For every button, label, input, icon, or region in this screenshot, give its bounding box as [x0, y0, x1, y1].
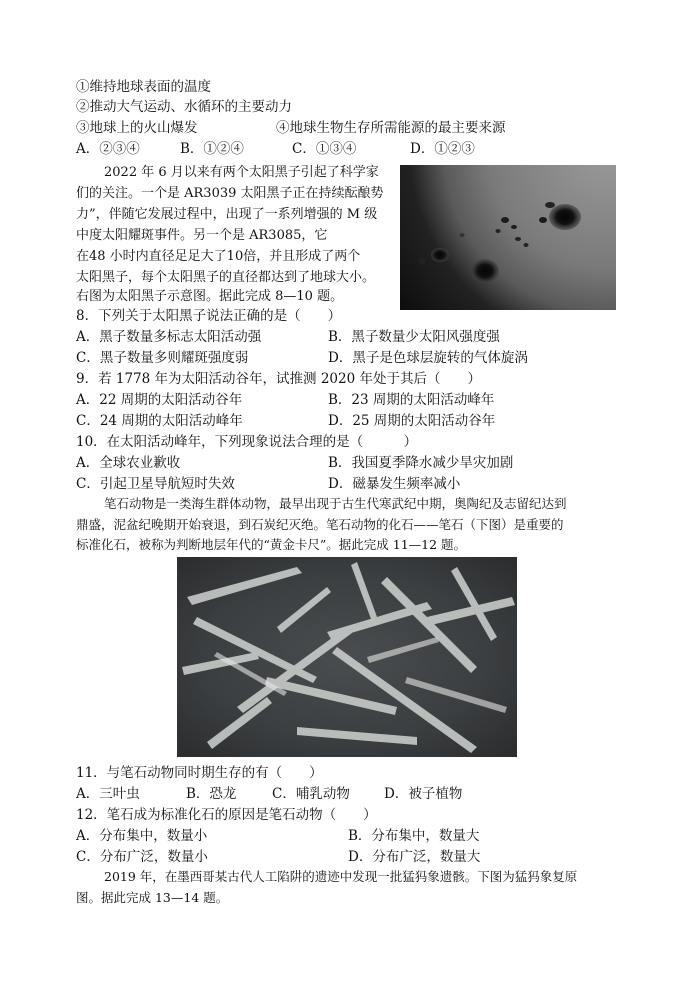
q10-stem: 10．在太阳活动峰年，下列现象说法合理的是（ ）	[76, 434, 418, 450]
passage1-line: 右图为太阳黑子示意图。据此完成 8—10 题。	[76, 289, 344, 304]
q10-option-a: A．全球农业歉收	[76, 455, 181, 471]
q9-option-d: D．25 周期的太阳活动谷年	[328, 413, 496, 429]
q11-option-b: B．恐龙	[186, 786, 237, 802]
q7-option-c: C．①③④	[292, 141, 357, 157]
q11-option-c: C．哺乳动物	[272, 786, 350, 802]
passage2-line: 标准化石，被称为判断地层年代的“黄金卡尺”。据此完成 11—12 题。	[76, 537, 467, 552]
q8-option-d: D．黑子是色球层旋转的气体旋涡	[328, 350, 528, 366]
passage1-line: 力”，伴随它发展过程中，出现了一系列增强的 M 级	[76, 207, 378, 222]
graptolite-fossil-image	[177, 557, 517, 757]
item-4: ④地球生物生存所需能源的最主要来源	[276, 120, 506, 136]
passage1-line: 太阳黑子，每个太阳黑子的直径都达到了地球大小。	[76, 270, 376, 285]
q10-option-c: C．引起卫星导航短时失效	[76, 476, 235, 492]
q10-option-d: D．磁暴发生频率减小	[328, 476, 461, 492]
passage1-line: 2022 年 6 月以来有两个太阳黑子引起了科学家	[104, 165, 379, 180]
passage1-line: 们的关注。一个是 AR3039 太阳黑子正在持续酝酿势	[76, 186, 384, 201]
passage1-line: 在48 小时内直径足足大了10倍，并且形成了两个	[76, 249, 361, 264]
q12-option-d: D．分布广泛，数量大	[348, 849, 481, 865]
q7-option-b: B．①②④	[180, 141, 244, 157]
q12-option-c: C．分布广泛，数量小	[76, 849, 208, 865]
q8-option-a: A．黑子数量多标志太阳活动强	[76, 329, 262, 345]
q8-option-b: B．黑子数量少太阳风强度强	[328, 329, 500, 345]
q8-option-c: C．黑子数量多则耀斑强度弱	[76, 350, 249, 366]
q8-stem: 8．下列关于太阳黑子说法正确的是（ ）	[76, 308, 342, 324]
q12-stem: 12．笔石成为标准化石的原因是笔石动物（ ）	[76, 807, 377, 823]
q11-option-d: D．被子植物	[384, 786, 463, 802]
passage3-line: 图。据此完成 13—14 题。	[76, 890, 229, 905]
q12-option-a: A．分布集中，数量小	[76, 828, 208, 844]
passage2-line: 笔石动物是一类海生群体动物，最早出现于古生代寒武纪中期，奥陶纪及志留纪达到	[104, 496, 567, 511]
q11-stem: 11．与笔石动物同时期生存的有（ ）	[76, 765, 323, 781]
sunspot-image	[400, 165, 616, 310]
q9-option-a: A．22 周期的太阳活动谷年	[76, 392, 243, 408]
q7-option-a: A．②③④	[76, 141, 140, 157]
passage3-line: 2019 年，在墨西哥某古代人工陷阱的遗迹中发现一批猛犸象遗骸。下图为猛犸象复原	[104, 869, 578, 884]
item-2: ②推动大气运动、水循环的主要动力	[76, 99, 292, 115]
q9-option-b: B．23 周期的太阳活动峰年	[328, 392, 495, 408]
q9-option-c: C．24 周期的太阳活动峰年	[76, 413, 243, 429]
q11-option-a: A．三叶虫	[76, 786, 140, 802]
q9-stem: 9．若 1778 年为太阳活动谷年，试推测 2020 年处于其后（ ）	[76, 371, 481, 387]
q12-option-b: B．分布集中，数量大	[348, 828, 480, 844]
item-3: ③地球上的火山爆发	[76, 120, 198, 136]
item-1: ①维持地球表面的温度	[76, 79, 211, 95]
passage2-line: 鼎盛，泥盆纪晚期开始衰退，到石炭纪灭绝。笔石动物的化石——笔石（下图）是重要的	[76, 517, 564, 532]
q10-option-b: B．我国夏季降水减少旱灾加剧	[328, 455, 514, 471]
passage1-line: 中度太阳耀斑事件。另一个是 AR3085，它	[76, 228, 328, 243]
q7-option-d: D．①②③	[410, 141, 475, 157]
